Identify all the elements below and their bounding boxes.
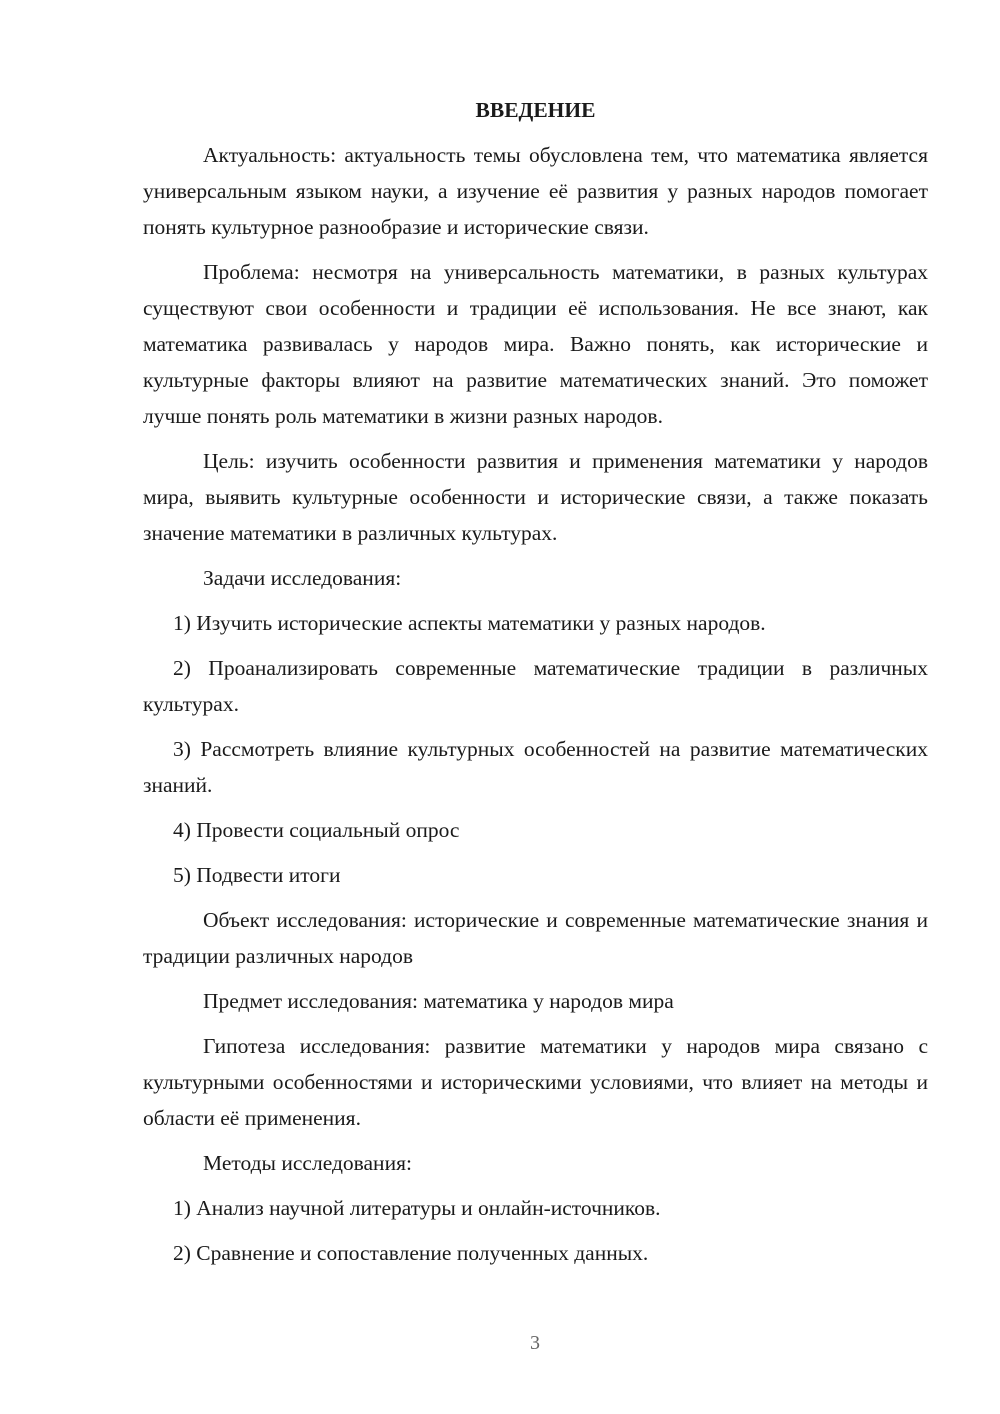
paragraph-relevance: Актуальность: актуальность темы обусловлена тем, что математика является универсальным языком науки, а изучение её развития у разных народов помогает понять культурное разнообразие и исторические связи. xyxy=(143,143,928,239)
method-item-2: 2) Сравнение и сопоставление полученных данных. xyxy=(173,1241,649,1265)
page-content xyxy=(143,92,928,1271)
task-item-2: 2) Проанализировать современные математические традиции в различных культурах. xyxy=(143,656,928,716)
task-item-3: 3) Рассмотреть влияние культурных особенностей на развитие математических знаний. xyxy=(143,737,928,797)
methods-title: Методы исследования: xyxy=(203,1151,412,1175)
method-item-1: 1) Анализ научной литературы и онлайн-источников. xyxy=(173,1196,661,1220)
task-item-5: 5) Подвести итоги xyxy=(173,863,341,887)
paragraph-goal: Цель: изучить особенности развития и применения математики у народов мира, выявить культурные особенности и исторические связи, а также показать значение математики в различных культурах. xyxy=(143,449,928,545)
paragraph-object: Объект исследования: исторические и современные математические знания и традиции различных народов xyxy=(143,908,928,968)
paragraph-subject: Предмет исследования: математика у народов мира xyxy=(203,989,674,1013)
task-item-4: 4) Провести социальный опрос xyxy=(173,818,460,842)
page-number: 3 xyxy=(530,1332,540,1354)
tasks-title: Задачи исследования: xyxy=(203,566,402,590)
section-heading: ВВЕДЕНИЕ xyxy=(475,98,596,122)
task-item-1: 1) Изучить исторические аспекты математики у разных народов. xyxy=(173,611,766,635)
paragraph-problem: Проблема: несмотря на универсальность математики, в разных культурах существуют свои особенности и традиции её использования. Не все знают, как математика развивалась у народов мира. Важно понять, как исторические и культурные факторы влияют на развитие математических знаний. Это поможет лучше понять роль математики в жизни разных народов. xyxy=(143,260,928,428)
paragraph-hypothesis: Гипотеза исследования: развитие математики у народов мира связано с культурными особенностями и историческими условиями, что влияет на методы и области её применения. xyxy=(143,1034,928,1130)
